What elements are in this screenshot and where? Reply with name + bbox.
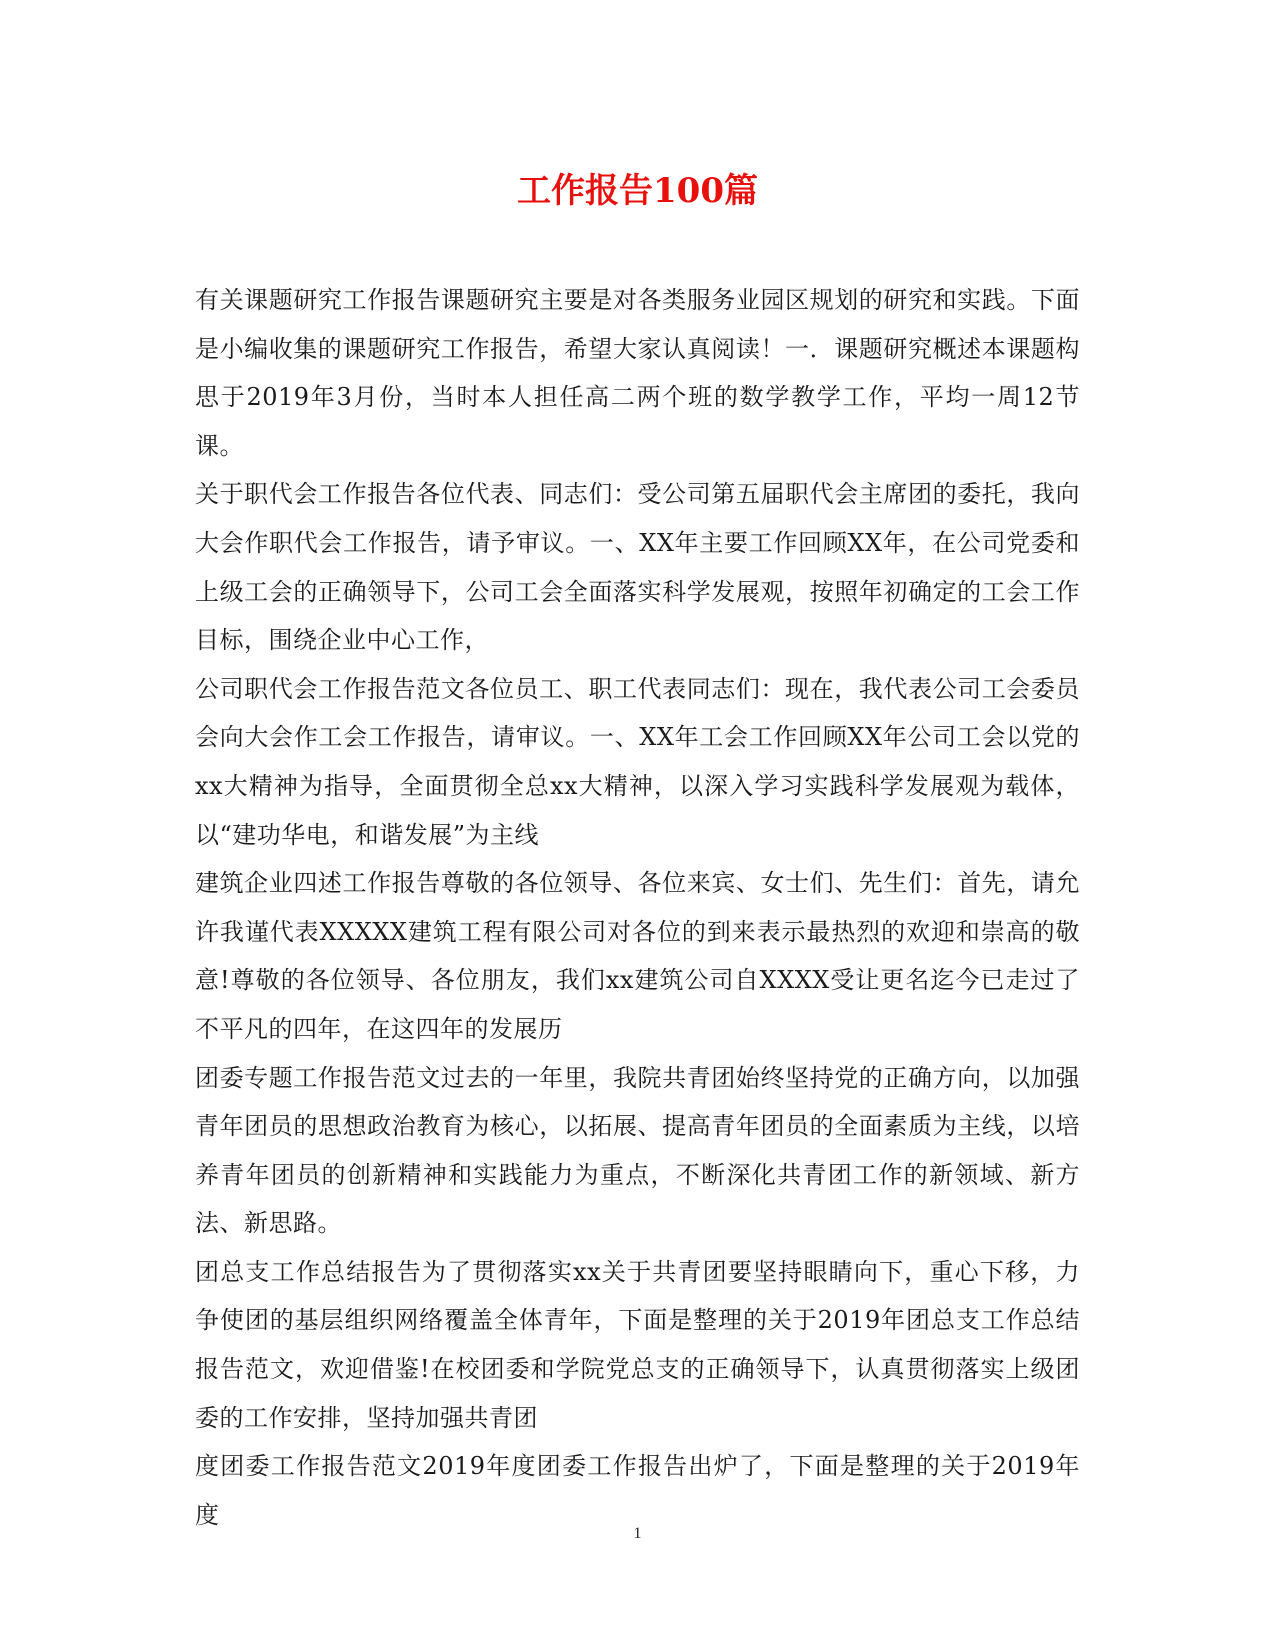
paragraph: 公司职代会工作报告范文各位员工、职工代表同志们：现在，我代表公司工会委员会向大会作工会工作报告，请审议。一、XX年工会工作回顾XX年公司工会以党的xx大精神为指导，全面贯彻全总xx大精神，以深入学习实践科学发展观为载体，以“建功华电，和谐发展”为主线 — [195, 674, 1080, 849]
paragraph: 关于职代会工作报告各位代表、同志们：受公司第五届职代会主席团的委托，我向大会作职代会工作报告，请予审议。一、XX年主要工作回顾XX年，在公司党委和上级工会的正确领导下，公司工会全面落实科学发展观，按照年初确定的工会工作目标，围绕企业中心工作， — [195, 480, 1080, 655]
paragraph: 建筑企业四述工作报告尊敬的各位领导、各位来宾、女士们、先生们：首先，请允许我谨代表XXXXX建筑工程有限公司对各位的到来表示最热烈的欢迎和崇高的敬意!尊敬的各位领导、各位朋友，我们xx建筑公司自XXXX受让更名迄今已走过了不平凡的四年，在这四年的发展历 — [195, 869, 1080, 1043]
paragraph: 团总支工作总结报告为了贯彻落实xx关于共青团要坚持眼睛向下，重心下移，力争使团的基层组织网络覆盖全体青年，下面是整理的关于2019年团总支工作总结报告范文，欢迎借鉴!在校团委和学院党总支的正确领导下，认真贯彻落实上级团委的工作安排，坚持加强共青团 — [195, 1257, 1080, 1432]
paragraph: 团委专题工作报告范文过去的一年里，我院共青团始终坚持党的正确方向，以加强青年团员的思想政治教育为核心，以拓展、提高青年团员的全面素质为主线，以培养青年团员的创新精神和实践能力为重点，不断深化共青团工作的新领域、新方法、新思路。 — [195, 1063, 1080, 1238]
page-title: 工作报告100篇 — [517, 171, 758, 211]
paragraph: 有关课题研究工作报告课题研究主要是对各类服务业园区规划的研究和实践。下面是小编收集的课题研究工作报告，希望大家认真阅读！一．课题研究概述本课题构思于2019年3月份，当时本人担任高二两个班的数学教学工作，平均一周12节课。 — [195, 286, 1080, 460]
paragraph: 度团委工作报告范文2019年度团委工作报告出炉了，下面是整理的关于2019年度 — [195, 1452, 1080, 1529]
page-number: 1 — [633, 1525, 642, 1542]
document-body — [195, 276, 1080, 1539]
